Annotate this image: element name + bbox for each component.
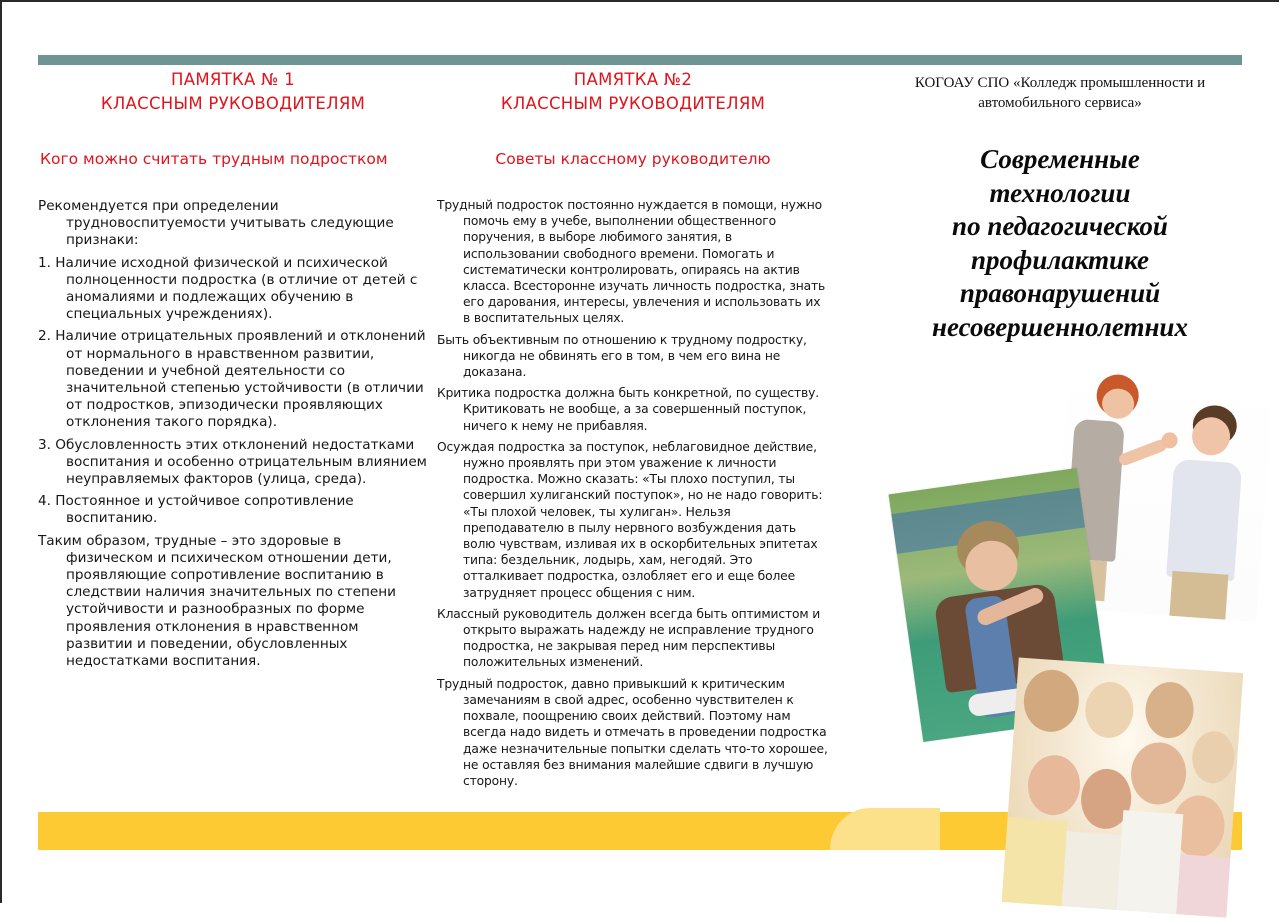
college-name bbox=[860, 73, 1270, 113]
memo-1-body bbox=[38, 198, 428, 670]
memo-1-title-line1: ПАМЯТКА № 1 bbox=[171, 70, 295, 89]
title-line: Современные bbox=[980, 144, 1140, 174]
memo-2-title-line2: КЛАССНЫМ РУКОВОДИТЕЛЯМ bbox=[500, 94, 766, 113]
memo-2-paragraph: Критика подростка должна быть конкретной, по существу. Критиковать не вообще, а за совершенный поступок, ничего к нему не прибавляя. bbox=[437, 386, 820, 433]
college-name-line1: КОГОАУ СПО «Колледж промышленности и bbox=[914, 75, 1206, 91]
memo-2-paragraph: Классный руководитель должен всегда быть оптимистом и открыто выражать надежду не исправление трудного подростка, не закрывая перед ним перспективы положительных изменений. bbox=[437, 606, 821, 670]
memo-1-paragraph: 4. Постоянное и устойчивое сопротивление воспитанию. bbox=[38, 493, 354, 527]
title-line: несовершеннолетних bbox=[932, 311, 1188, 342]
memo-2-paragraph: Трудный подросток, давно привыкший к критическим замечаниям в свой адрес, особенно чувствителен к похвале, поощрению своих действий. Поэтому нам всегда надо видеть и отмечать в проведении подростка даже незначительные попытки сделать что-то хорошее, не оставляя без внимания малейшие сдвиги в лучшую сторону. bbox=[437, 676, 828, 788]
memo-1-subtitle: Кого можно считать трудным подростком bbox=[40, 150, 388, 168]
memo-1-title bbox=[38, 68, 428, 116]
memo-2-column bbox=[437, 66, 829, 794]
memo-1-paragraph: Таким образом, трудные – это здоровые в физическом и психическом отношении дети, проявляющие сопротивление воспитанию в следствии наличия значительных по степени устойчивости и разнообразных по форме проявления отклонения в нравственном развитии и поведении, обусловленных недостатками воспитания. bbox=[38, 532, 396, 670]
memo-1-paragraph: 1. Наличие исходной физической и психической полноценности подростка (в отличие от детей с аномалиями и подлежащих обучению в специальных учреждениях). bbox=[38, 254, 418, 323]
memo-1-paragraph: 3. Обусловленность этих отклонений недостатками воспитания и особенно отрицательным влиянием неуправляемых факторов (улица, среда). bbox=[38, 436, 427, 488]
memo-2-subtitle: Советы классному руководителю bbox=[495, 150, 771, 168]
cover-column bbox=[860, 66, 1270, 344]
title-line: по педагогической bbox=[952, 211, 1168, 241]
memo-2-body bbox=[437, 197, 829, 789]
title-line: профилактике bbox=[971, 244, 1149, 275]
title-line: технологии bbox=[989, 177, 1131, 208]
college-name-line2: автомобильного сервиса» bbox=[978, 95, 1142, 111]
memo-2-title bbox=[437, 68, 829, 116]
memo-1-column bbox=[38, 66, 428, 675]
memo-2-paragraph: Быть объективным по отношению к трудному подростку, никогда не обвинять его в том, в чем его вина не доказана. bbox=[437, 332, 807, 380]
memo-1-title-line2: КЛАССНЫМ РУКОВОДИТЕЛЯМ bbox=[100, 94, 366, 113]
title-line: правонарушений bbox=[959, 278, 1161, 308]
brochure-title bbox=[860, 143, 1270, 344]
memo-2-paragraph: Трудный подросток постоянно нуждается в помощи, нужно помочь ему в учебе, выполнении общественного поручения, в выборе любимого занятия, в использовании свободного времени. Помогать и систематически контролировать, опираясь на актив класса. Всесторонне изучать личность подростка, знать его дарования, интересы, увлечения и использовать их в воспитательных целях. bbox=[437, 198, 826, 326]
memo-2-paragraph: Осуждая подростка за поступок, неблаговидное действие, нужно проявлять при этом уважение к личности подростка. Можно сказать: «Ты плохо поступил, ты совершил хулиганский поступок», но не надо говорить: «Ты плохой человек, ты хулиган». Нельзя преподавателю в пылу нервного возбуждения дать волю чувствам, изливая их в оскорбительных эпитетах типа: бездельник, лодырь, хам, негодяй. Это отталкивает подростка, озлобляет его и еще более затрудняет процесс общения с ним. bbox=[437, 439, 823, 600]
bottom-bar-highlight bbox=[830, 808, 940, 850]
top-decorative-bar bbox=[38, 55, 1242, 65]
memo-1-paragraph: 2. Наличие отрицательных проявлений и отклонений от нормального в нравственном развитии, поведении и учебной деятельности со значительной степенью устойчивости (в отличии от подростков, эпизодически проявляющих отклонения такого порядка). bbox=[38, 328, 426, 431]
memo-1-paragraph: Рекомендуется при определении трудновоспитуемости учитывать следующие признаки: bbox=[38, 198, 394, 249]
smiling-teens-group-photo bbox=[1002, 657, 1244, 917]
memo-2-title-line1: ПАМЯТКА №2 bbox=[573, 70, 693, 89]
